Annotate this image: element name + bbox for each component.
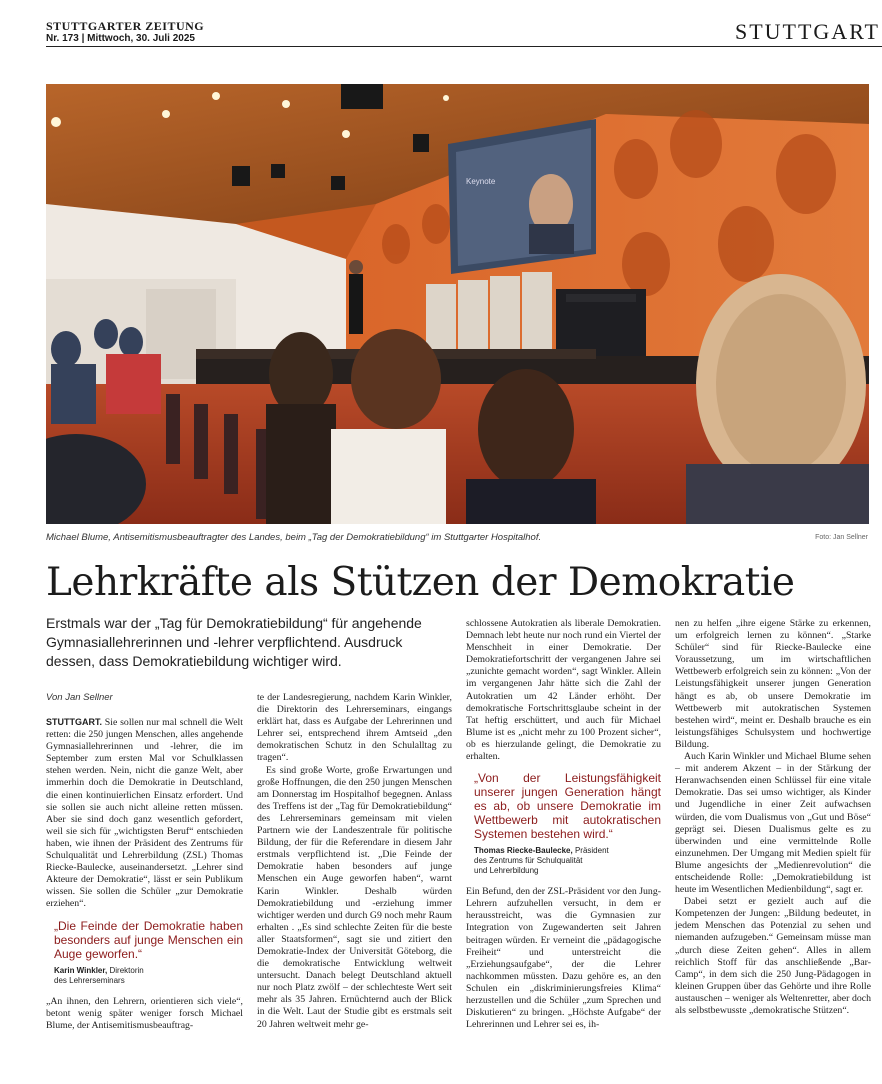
paragraph: Es sind große Worte, große Erwartungen und große Hoffnungen, die den 250 jungen Menschen am Donnerstag im Hospitalhof begegnen. Anlass des Treffens ist der „Tag für Demokratiebildung“ des Lehrerseminars gemeinsam mit vielen Partnern wie der Landeszentrale für politische Bildung, der für die Referendare in diesem Jahr erstmals verpflichtend ist. „Die Feinde der Demokratie haben besonders auf junge Menschen ein Auge geworfen haben“, warnt Karin Winkler. Deshalb würden Demokratiebildung und -erziehung immer wichtiger werden und durch G9 noch mehr Raum erhalten . „Es sind schlechte Zeiten für die beste aller Staatsformen“, sagt sie und zitiert den Demokratie-Index der Universität Göteborg, die die demokratische Entwicklung weltweit untersucht. Danach belegt Deutschland aktuell nur noch Platz zwölf – der schlechteste Wert seit mehr als 35 Jahren. Ernüchternd auch der Blick in die Welt. Laut der Studie gibt es erstmals seit 20 Jahren weltweit mehr ge- [257, 764, 452, 1030]
paragraph: „An ihnen, den Lehrern, orientieren sich viele“, betont wenig später weniger forsch Michael Blume, der Antisemitismusbeauftrag- [46, 995, 243, 1031]
paragraph: te der Landesregierung, nachdem Karin Winkler, die Direktorin des Lehrerseminars, eingangs erklärt hat, dass es Aufgabe der Lehrerinnen und Lehrer sei, entsprechend ihrem Amtseid „den demokratischen Schutz in den Schulalltag zu tragen“. [257, 692, 452, 764]
pull-quote: „Von der Leistungsfähigkeit unserer jungen Generation hängt es ab, ob unsere Demokratie im Wettbewerb mit autokratischen Systemen bestehen wird.“ [474, 771, 661, 842]
newspaper-name: STUTTGARTER ZEITUNG [46, 19, 205, 33]
pull-quote-attribution: Thomas Riecke-Baulecke, Präsident des Zentrums für Schulqualität und Lehrerbildung [474, 846, 609, 876]
paragraph: Dabei setzt er gezielt auch auf die Kompetenzen der Jungen: „Bildung bedeutet, in jedem Menschen das Potenzial zu sehen und niemanden aufzugeben.“ Gemeinsam müsse man „durch diese Zeiten gehen“. Alles in allem reichlich Stoff für das anschließende „Bar-Camp“, in dem sich die 250 Jung-Pädagogen in kleinen Gruppen über das Gehörte und ihre Rolle austauschen – weniger als Weltenretter, aber doch als selbstbewusste „demokratische Stützen“. [675, 896, 871, 1016]
photo-caption: Michael Blume, Antisemitismusbeauftragter des Landes, beim „Tag der Demokratiebildung“ im Stuttgarter Hospitalhof. [46, 532, 542, 543]
paragraph: nen zu helfen „ihre eigene Stärke zu erkennen, um erfolgreich lernen zu können“. „Starke Schüler“ sind für Riecke-Baulecke eine Voraussetzung, um im wirtschaftlichen Wettbewerb erfolgreich sein zu können: „Von der Leistungsfähigkeit unserer jungen Generation hängt es ab, ob unsere Demokratie im Wettbewerb mit autokratischen Systemen bestehen wird“, meint er. Deshalb brauche es ein leistungsfähiges Schulsystem und hochwertige Bildung. [675, 618, 871, 750]
paragraph: STUTTGART. Sie sollen nur mal schnell die Welt retten: die 250 jungen Menschen, alles angehende Gymnasiallehrerinnen und -lehrer, die im September zum ersten Mal vor Schulklassen stehen werden. Nein, nicht die ganze Welt, aber immerhin doch die Demokratie in Deutschland, die einen kontinuierlichen Einsatz erfordert. Und sie sollen sie auch nicht alleine retten müssen. Aber sie sind doch ganz wesentlich gefordert, weil sie sich für „wichtigsten Beruf“ entschieden haben, wie ihnen der Präsident des Zentrums für Schulqualität und Lehrerbildung (ZSL) Thomas Riecke-Baulecke, auseinandersetzt. „Lehrer sind Akteure der Demokratie“, lässt er sein Publikum wissen. Sie sollen die Schüler „zur Demokratie erziehen“. [46, 717, 243, 910]
article-column-2 [257, 692, 452, 1031]
section-title: STUTTGART [734, 19, 880, 44]
paragraph: Auch Karin Winkler und Michael Blume sehen – mit anderem Akzent – in der Stärkung der Heranwachsenden einen Schlüssel für eine vitale Demokratie. Das sei umso wichtiger, als Kinder und Jugendliche in einer Zeit aufwachsen würden, die vom Dualismus von „Gut und Böse“ geprägt sei. Diesen Dualismus gelte es zu überwinden und eine vermittelnde Rolle einzunehmen. Der Umgang mit Medien spielt für Blume angesichts der „Medienrevolution“ die entscheidende Rolle: „Demokratiebildung ist heute im Wesentlichen Medienbildung“, sagt er. [675, 751, 871, 896]
masthead [46, 20, 204, 45]
pull-quote: „Die Feinde der Demokratie haben besonders auf junge Menschen ein Auge geworfen.“ [54, 918, 243, 961]
paragraph: schlossene Autokratien als liberale Demokratien. Demnach lebt heute nur noch rund ein Viertel der Menschheit in einer Demokratie. Der Demokratiefortschritt der vergangenen Jahre sei „zunichte gemacht worden“, sagt Winkler. Allein im vergangenen Jahr hätte sich die Zahl der Autokratien um 42 Länder erhöht. Der demokratische Fortschrittsglaube scheint in der Tat heftig erschüttert, und auch für Michael Blume ist es „nicht mehr zu 100 Prozent sicher“, ob es hierzulande gelingt, die Demokratie zu erhalten. [466, 618, 661, 763]
photo-credit: Foto: Jan Sellner [815, 534, 868, 541]
article-lead: Erstmals war der „Tag für Demokratiebildung“ für angehende Gymnasiallehrerinnen und -lehrer verpflichtend. Ausdruck dessen, dass Demokratiebildung wichtiger wird. [46, 615, 422, 669]
article-column-3 [466, 618, 661, 1031]
article-photo [46, 84, 869, 524]
paragraph: Ein Befund, den der ZSL-Präsident vor den Jung-Lehrern aufzuhellen versucht, in dem er herausstreicht, was die Gymnasien zur Integration von Zugewanderten seit Jahren beitragen würden. Er verneint die „pädagogische Freiheit“ und unterstreicht die „Erziehungsaufgabe“, der die Lehrer nachkommen müssten. Dazu gehöre es, an den Schulen ein „diskriminierungsfreies Klima“ herzustellen und die Schüler „zum Sprechen und Diskutieren“ zu bringen. „Höchste Aufgabe“ der Lehrerinnen und Lehrer sei es, ih- [466, 886, 661, 1031]
pull-quote-attribution: Karin Winkler, Direktorin des Lehrerseminars [54, 965, 144, 985]
byline: Von Jan Sellner [46, 692, 113, 703]
screen-keynote-text: Keynote [466, 177, 496, 186]
article-column-4 [675, 618, 871, 1017]
dateline: STUTTGART. [46, 717, 102, 727]
article-headline: Lehrkräfte als Stützen der Demokratie [46, 560, 795, 605]
masthead-rule [46, 46, 882, 47]
issue-date: Nr. 173 | Mittwoch, 30. Juli 2025 [46, 33, 195, 44]
event-hall-photo [46, 84, 869, 524]
article-column-1 [46, 716, 243, 1032]
